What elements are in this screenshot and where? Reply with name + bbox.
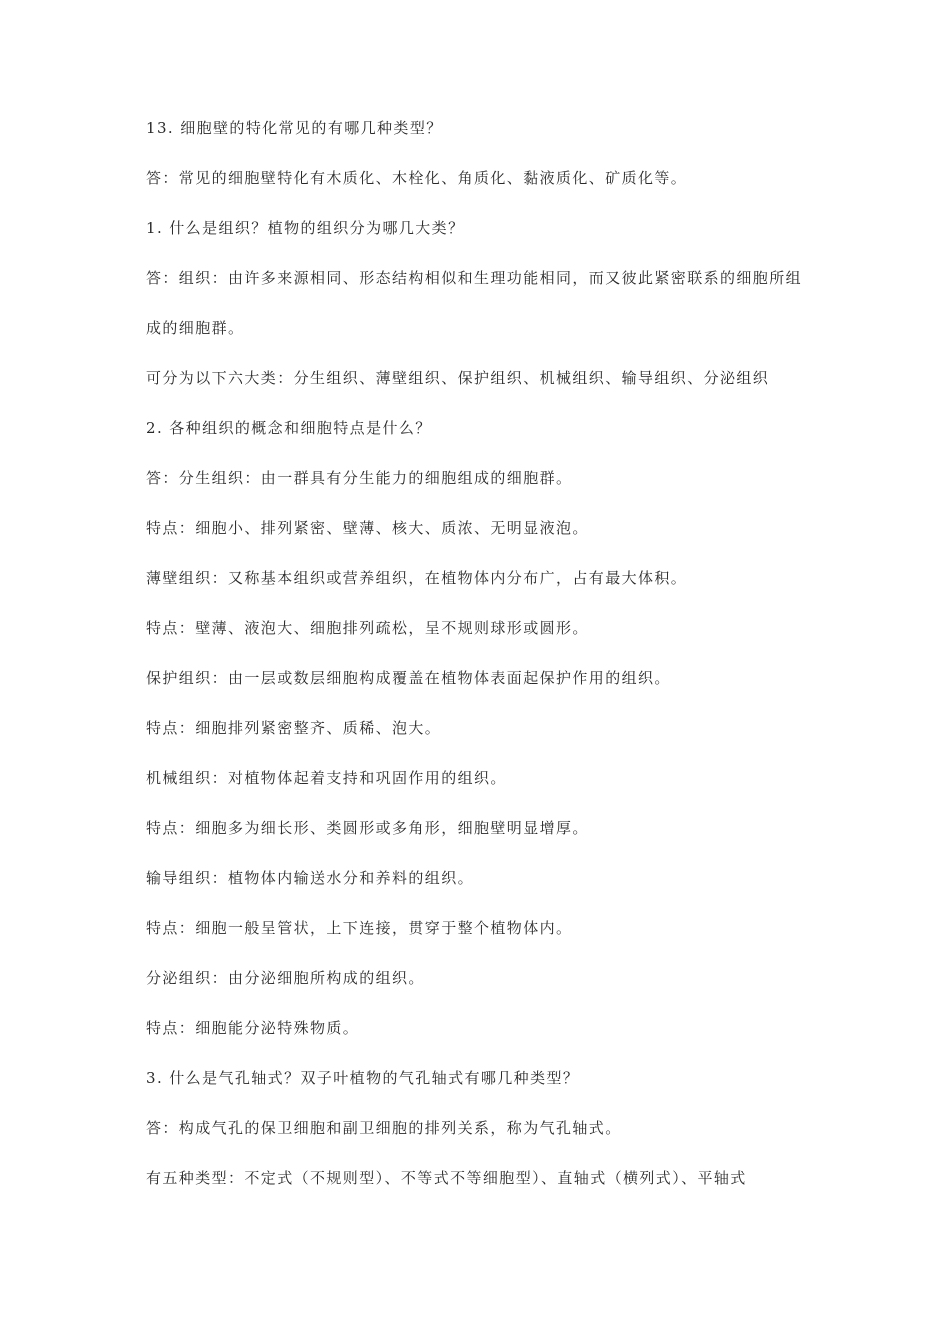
conducting-tissue-definition: 输导组织：植物体内输送水分和养料的组织。 xyxy=(146,869,475,887)
answer-3: 答：构成气孔的保卫细胞和副卫细胞的排列关系，称为气孔轴式。 xyxy=(146,1119,622,1137)
meristem-features: 特点：细胞小、排列紧密、壁薄、核大、质浓、无明显液泡。 xyxy=(146,519,589,537)
answer-1-line-1: 答：组织：由许多来源相同、形态结构相似和生理功能相同，而又彼此紧密联系的细胞所组 xyxy=(146,269,803,287)
protective-tissue-definition: 保护组织：由一层或数层细胞构成覆盖在植物体表面起保护作用的组织。 xyxy=(146,669,671,687)
mechanical-tissue-definition: 机械组织：对植物体起着支持和巩固作用的组织。 xyxy=(146,769,507,787)
answer-1-categories: 可分为以下六大类：分生组织、薄壁组织、保护组织、机械组织、输导组织、分泌组织 xyxy=(146,369,770,387)
conducting-tissue-features: 特点：细胞一般呈管状，上下连接，贯穿于整个植物体内。 xyxy=(146,919,573,937)
secretory-tissue-features: 特点：细胞能分泌特殊物质。 xyxy=(146,1019,360,1037)
answer-3-types: 有五种类型：不定式（不规则型）、不等式不等细胞型）、直轴式（横列式）、平轴式 xyxy=(146,1169,747,1187)
question-13: 13. 细胞壁的特化常见的有哪几种类型？ xyxy=(146,119,443,137)
secretory-tissue-definition: 分泌组织：由分泌细胞所构成的组织。 xyxy=(146,969,425,987)
question-3: 3. 什么是气孔轴式？双子叶植物的气孔轴式有哪几种类型？ xyxy=(146,1069,580,1087)
mechanical-tissue-features: 特点：细胞多为细长形、类圆形或多角形，细胞壁明显增厚。 xyxy=(146,819,589,837)
answer-1-line-2: 成的细胞群。 xyxy=(146,319,245,337)
question-2: 2. 各种组织的概念和细胞特点是什么？ xyxy=(146,419,432,437)
parenchyma-definition: 薄壁组织：又称基本组织或营养组织，在植物体内分布广，占有最大体积。 xyxy=(146,569,688,587)
answer-2-meristem: 答：分生组织：由一群具有分生能力的细胞组成的细胞群。 xyxy=(146,469,573,487)
answer-13: 答：常见的细胞壁特化有木质化、木栓化、角质化、黏液质化、矿质化等。 xyxy=(146,169,688,187)
parenchyma-features: 特点：壁薄、液泡大、细胞排列疏松，呈不规则球形或圆形。 xyxy=(146,619,589,637)
question-1: 1. 什么是组织？植物的组织分为哪几大类？ xyxy=(146,219,465,237)
protective-tissue-features: 特点：细胞排列紧密整齐、质稀、泡大。 xyxy=(146,719,442,737)
